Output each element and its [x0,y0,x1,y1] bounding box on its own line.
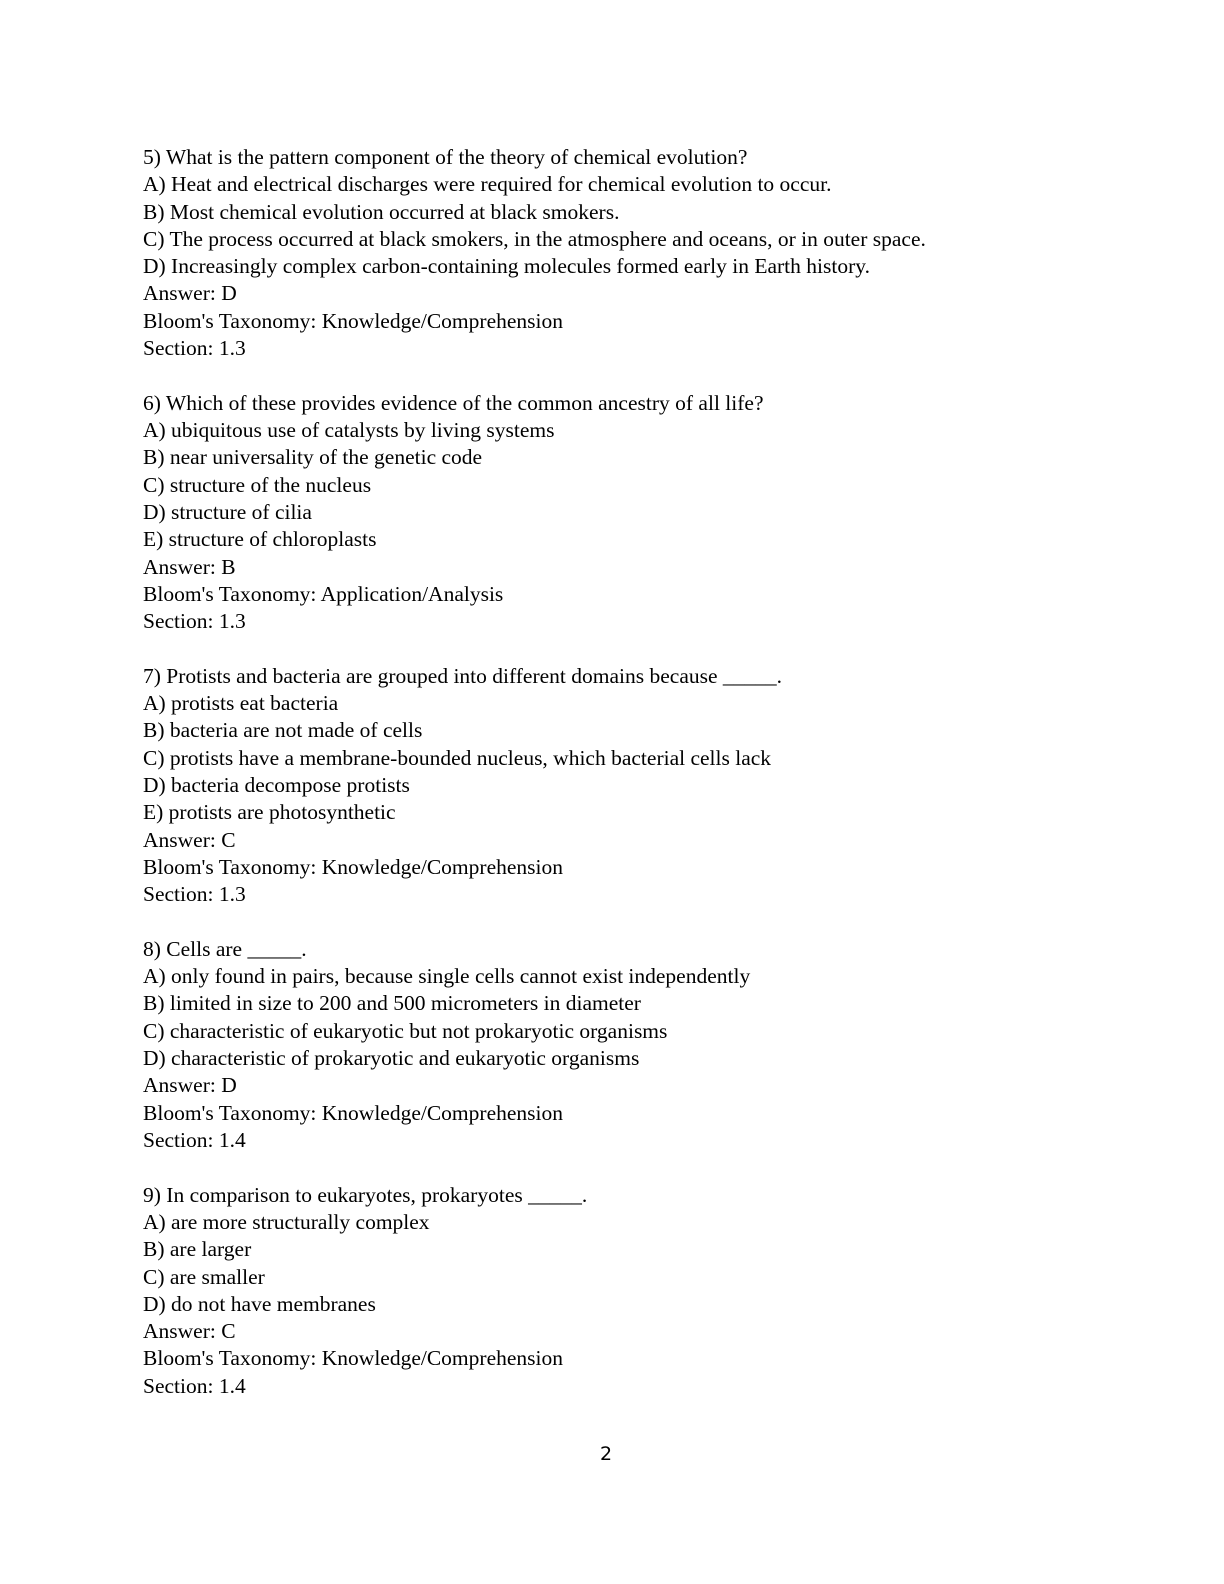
question-list [143,144,1143,1427]
page-number: 2 [599,1443,613,1465]
question-5 [143,144,1143,362]
section-reference: Section: 1.4 [143,1373,246,1398]
blooms-taxonomy: Bloom's Taxonomy: Knowledge/Comprehension [143,1100,563,1125]
answer-option-e: E) structure of chloroplasts [143,527,377,552]
answer-option-d: D) bacteria decompose protists [143,773,410,798]
section-reference: Section: 1.3 [143,336,246,361]
answer-option-c: C) structure of the nucleus [143,472,372,497]
answer-option-d: D) Increasingly complex carbon-containing molecules formed early in Earth history. [143,254,870,279]
answer-option-b: B) are larger [143,1237,252,1262]
answer-option-d: D) do not have membranes [143,1291,376,1316]
answer-option-d: D) structure of cilia [143,499,312,524]
answer-key: Answer: C [143,827,236,852]
question-7 [143,663,1143,909]
answer-option-b: B) limited in size to 200 and 500 micrometers in diameter [143,991,641,1016]
answer-option-c: C) The process occurred at black smokers, in the atmosphere and oceans, or in outer space. [143,226,926,251]
blooms-taxonomy: Bloom's Taxonomy: Application/Analysis [143,581,504,606]
section-reference: Section: 1.3 [143,609,246,634]
blooms-taxonomy: Bloom's Taxonomy: Knowledge/Comprehension [143,1346,563,1371]
question-9 [143,1182,1143,1400]
section-reference: Section: 1.3 [143,882,246,907]
question-6 [143,390,1143,636]
answer-option-b: B) Most chemical evolution occurred at black smokers. [143,199,620,224]
answer-option-c: C) protists have a membrane-bounded nucleus, which bacterial cells lack [143,745,772,770]
question-stem: 6) Which of these provides evidence of the common ancestry of all life? [143,390,764,415]
answer-option-c: C) characteristic of eukaryotic but not prokaryotic organisms [143,1018,668,1043]
blooms-taxonomy: Bloom's Taxonomy: Knowledge/Comprehension [143,308,563,333]
answer-option-b: B) near universality of the genetic code [143,445,483,470]
question-stem: 5) What is the pattern component of the theory of chemical evolution? [143,145,748,169]
answer-option-c: C) are smaller [143,1264,265,1289]
answer-option-e: E) protists are photosynthetic [143,800,396,825]
answer-key: Answer: D [143,281,237,306]
section-reference: Section: 1.4 [143,1127,246,1152]
answer-option-a: A) are more structurally complex [143,1209,430,1234]
answer-option-a: A) only found in pairs, because single cells cannot exist independently [143,964,751,989]
answer-key: Answer: C [143,1319,236,1344]
answer-key: Answer: B [143,554,236,579]
answer-option-a: A) protists eat bacteria [143,691,339,716]
question-8 [143,936,1143,1154]
question-stem: 7) Protists and bacteria are grouped into different domains because _____. [143,663,783,688]
question-stem: 8) Cells are _____. [143,936,307,961]
answer-option-b: B) bacteria are not made of cells [143,718,423,743]
blooms-taxonomy: Bloom's Taxonomy: Knowledge/Comprehension [143,854,563,879]
answer-option-d: D) characteristic of prokaryotic and eukaryotic organisms [143,1046,640,1071]
answer-option-a: A) Heat and electrical discharges were required for chemical evolution to occur. [143,172,832,197]
answer-key: Answer: D [143,1073,237,1098]
answer-option-a: A) ubiquitous use of catalysts by living systems [143,418,555,443]
question-stem: 9) In comparison to eukaryotes, prokaryotes _____. [143,1182,588,1207]
